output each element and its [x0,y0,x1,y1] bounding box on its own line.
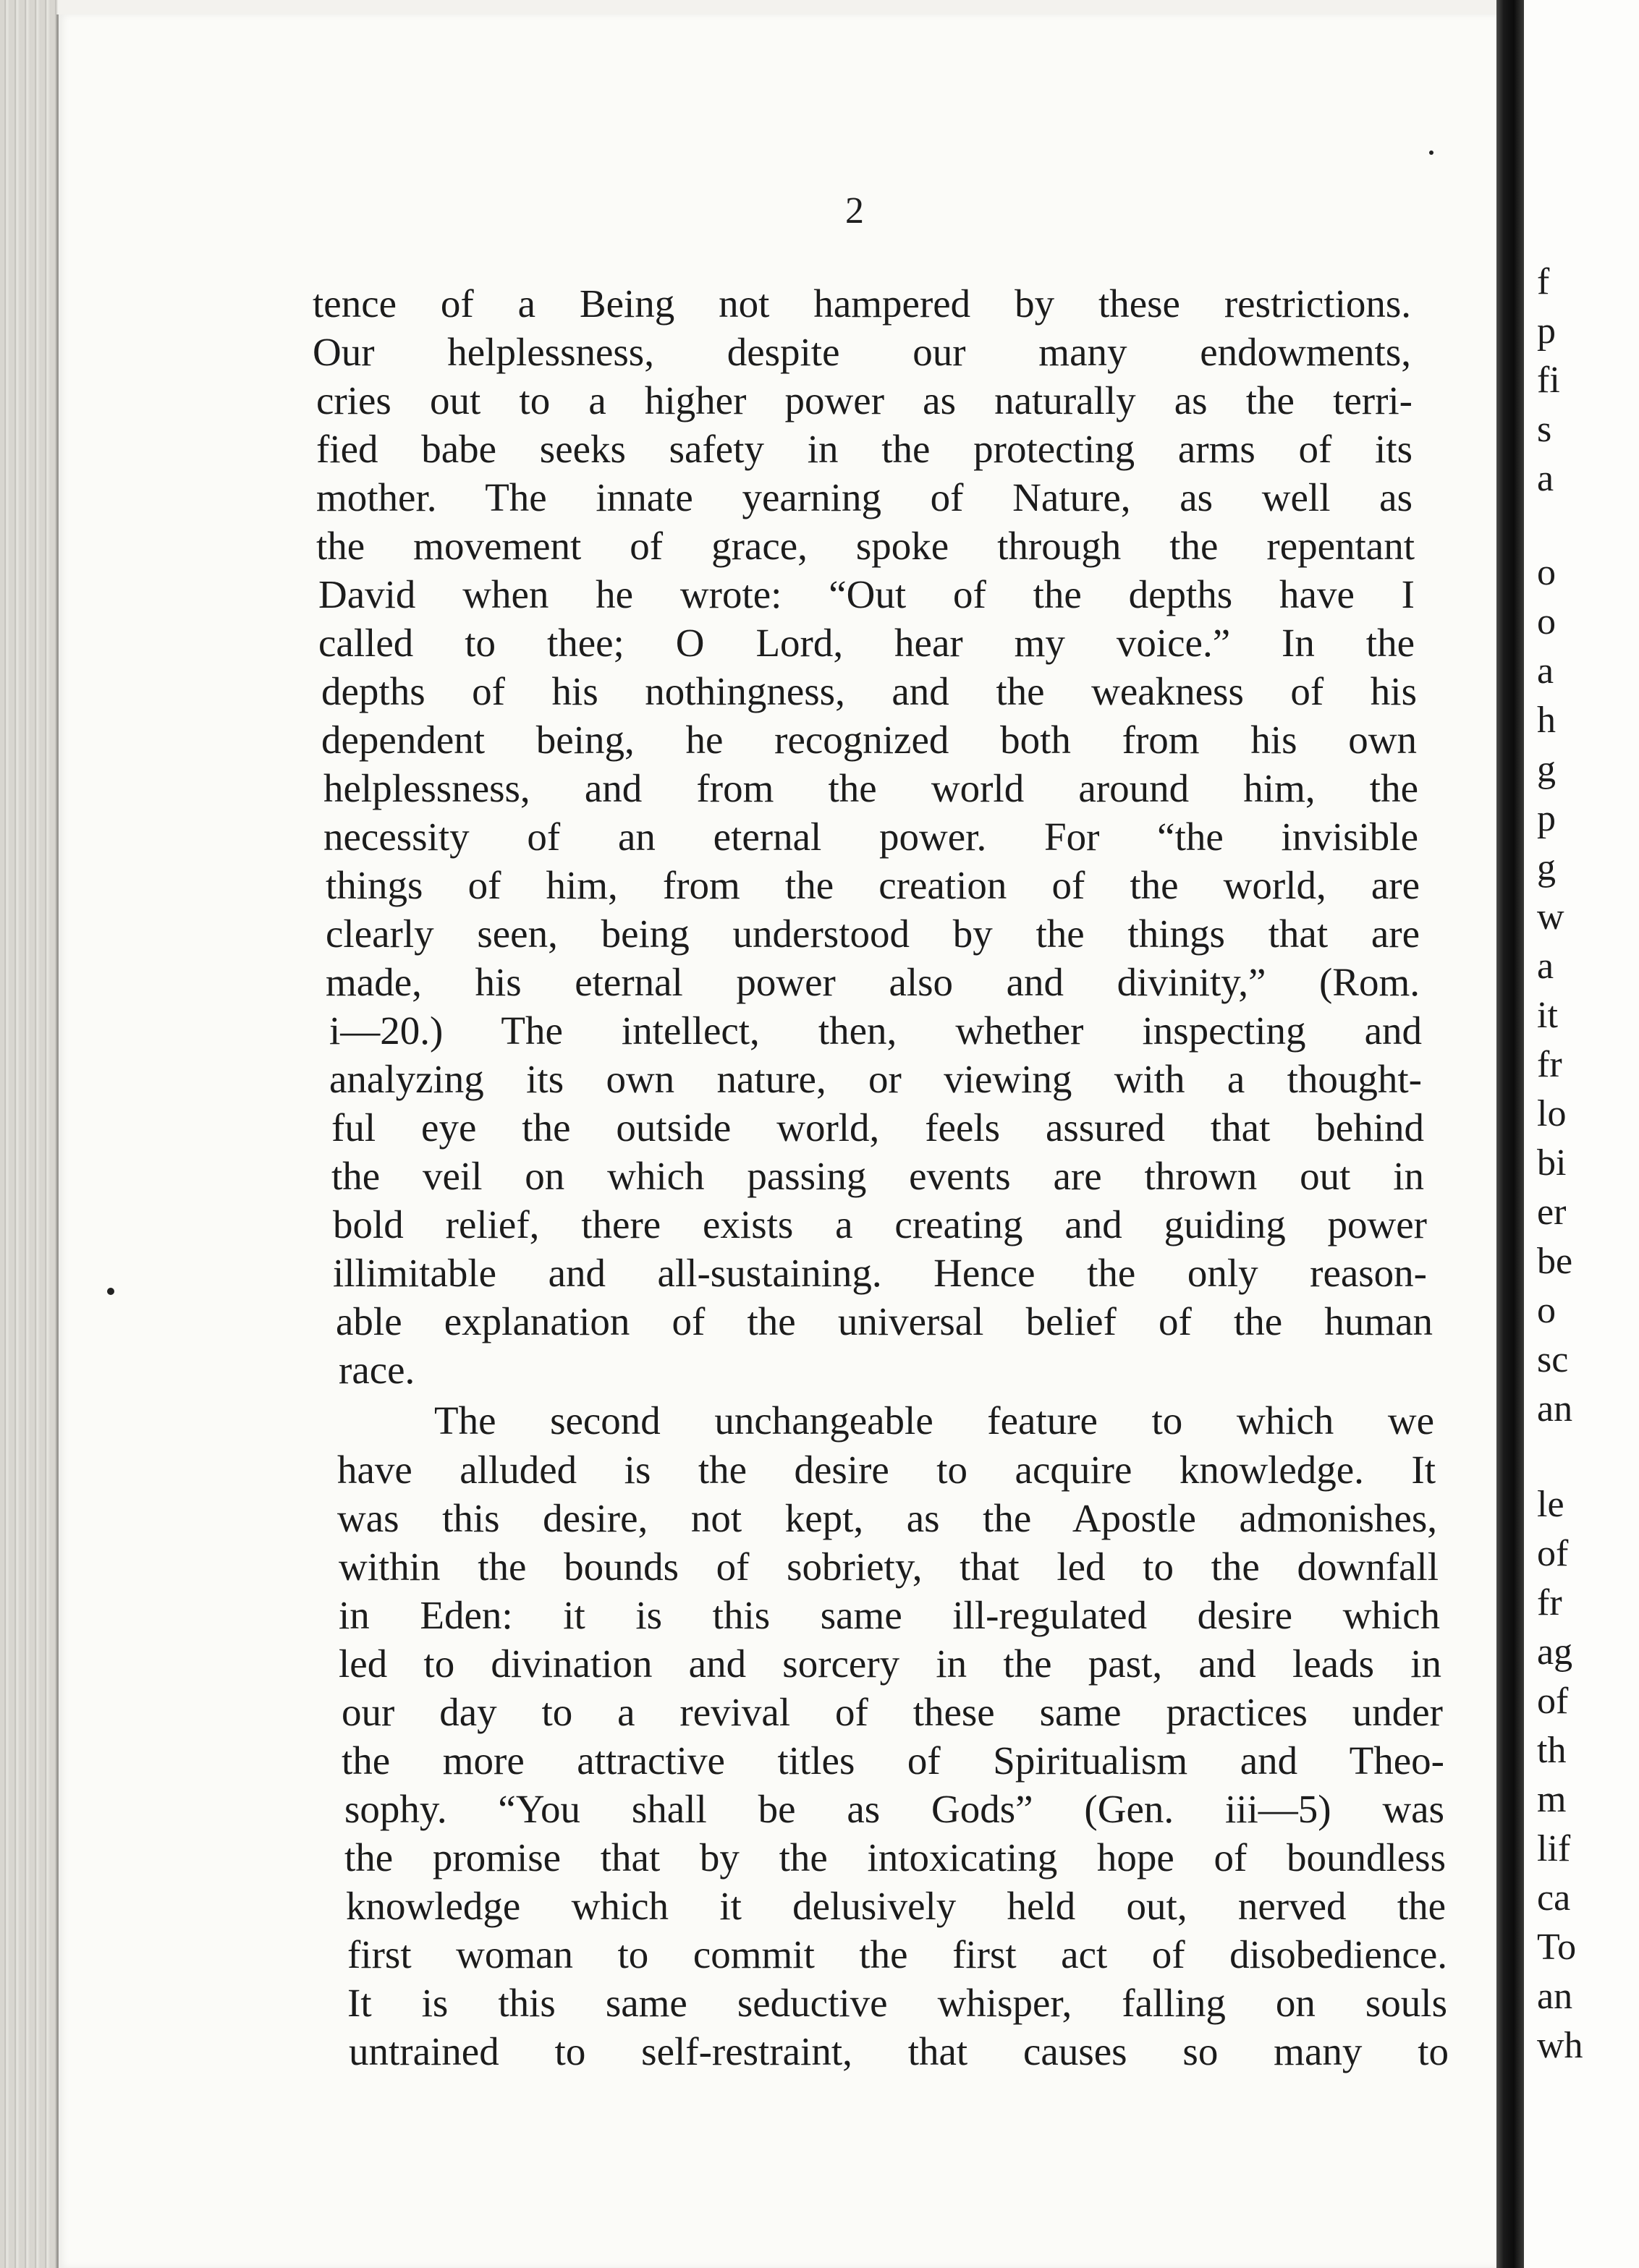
text-line [0,1592,1639,1639]
text-line-content: the veil on which passing events are thrown out in [331,1154,1424,1198]
facing-page-fragment: ag [1537,1631,1573,1673]
text-line-content: in Eden: it is this same ill-regulated desire which [339,1593,1440,1637]
text-line [0,1056,1639,1103]
text-line-content: The second unchangeable feature to which we [434,1398,1434,1443]
text-line [0,1544,1639,1590]
facing-page-fragment: le [1537,1484,1564,1525]
text-line-content: the movement of grace, spoke through the repentant [316,524,1415,568]
text-line-content: David when he wrote: “Out of the depths have I [318,572,1415,616]
text-line-content: was this desire, not kept, as the Apostle admonishes, [337,1496,1437,1540]
facing-page-fragment: wh [1537,2025,1583,2066]
facing-page-fragment: w [1537,896,1564,938]
facing-page-fragment: s [1537,409,1552,450]
text-line-content: clearly seen, being understood by the things that are [326,912,1420,956]
facing-page-fragment: f [1537,261,1550,302]
facing-page-fragment: m [1537,1779,1567,1820]
text-line-content: sophy. “You shall be as Gods” (Gen. iii—5) was [344,1787,1444,1831]
text-line-content: have alluded is the desire to acquire knowledge. It [337,1448,1436,1492]
facing-page-fragment: p [1537,798,1556,839]
facing-page-fragment: of [1537,1681,1569,1722]
text-line-content: our day to a revival of these same practices under [342,1690,1443,1734]
text-line-content: helplessness, and from the world around him, the [323,766,1418,810]
text-line-content: dependent being, he recognized both from his own [321,718,1417,762]
text-line-content: knowledge which it delusively held out, nerved the [346,1884,1446,1928]
facing-page-fragment: o [1537,552,1556,593]
text-line-content: illimitable and all-sustaining. Hence the only reason- [333,1251,1427,1295]
text-line-content: things of him, from the creation of the world, are [326,863,1420,907]
facing-page-fragment: h [1537,700,1556,741]
text-line [0,426,1639,472]
facing-page-fragment: lif [1537,1828,1571,1869]
text-line [0,2029,1639,2075]
facing-page-fragment: lo [1537,1093,1567,1134]
text-line [0,1932,1639,1978]
facing-page-fragment: fr [1537,1582,1562,1623]
facing-page-fragment: o [1537,1290,1556,1331]
text-line-content: the promise that by the intoxicating hope of boundless [344,1835,1446,1880]
text-line [0,620,1639,666]
text-line [0,959,1639,1006]
text-line [0,862,1639,909]
facing-page-fragment: fi [1537,360,1560,401]
text-line [0,1447,1639,1493]
ink-speck [1429,150,1433,155]
text-line [0,668,1639,715]
text-line-content: analyzing its own nature, or viewing with a thought- [329,1057,1422,1101]
text-line [0,717,1639,763]
facing-page-fragment: of [1537,1533,1569,1574]
text-line [0,1250,1639,1296]
text-line [0,911,1639,957]
text-line-content: led to divination and sorcery in the past, and leads in [339,1641,1441,1686]
text-line [0,281,1639,327]
text-line [0,378,1639,424]
text-line-content: within the bounds of sobriety, that led to the downfall [339,1545,1439,1589]
text-line [0,1641,1639,1687]
text-line [0,523,1639,569]
text-line-content: It is this same seductive whisper, falling on souls [347,1981,1447,2025]
page-number: 2 [845,190,864,232]
text-line-content: fied babe seeks safety in the protecting arms of its [316,427,1413,471]
facing-page-fragment: a [1537,946,1554,987]
text-line-content: race. [339,1348,415,1392]
facing-page-fragment: th [1537,1730,1567,1771]
text-line-content: made, his eternal power also and divinity,” (Rom. [326,960,1420,1004]
facing-page-fragment: fr [1537,1044,1562,1085]
text-line [0,1835,1639,1881]
text-line [0,1008,1639,1054]
text-line [0,329,1639,375]
facing-page-fragment: an [1537,1388,1573,1430]
text-line-content: i—20.) The intellect, then, whether inspecting and [329,1008,1422,1053]
text-line [0,1153,1639,1199]
text-line [0,475,1639,521]
text-line-content: first woman to commit the first act of disobedience. [347,1932,1447,1976]
facing-page-fragment: sc [1537,1339,1569,1380]
facing-page-fragment: p [1537,310,1556,352]
text-line [0,1495,1639,1542]
text-line-content: able explanation of the universal belief of the human [336,1299,1433,1343]
text-line [0,1738,1639,1784]
facing-page-fragment: g [1537,749,1556,790]
text-line [0,814,1639,860]
facing-page-fragment: a [1537,650,1554,692]
facing-page-fragment: er [1537,1192,1567,1233]
text-line [0,1347,1639,1393]
text-line [0,1202,1639,1248]
facing-page-fragment: a [1537,458,1554,499]
text-line [0,1786,1639,1832]
text-line-content: necessity of an eternal power. For “the invisible [323,815,1418,859]
text-line [0,1299,1639,1345]
text-line-content: cries out to a higher power as naturally as the terri- [316,378,1413,422]
text-line-content: the more attractive titles of Spiritualism and Theo- [342,1738,1444,1783]
text-line-content: called to thee; O Lord, hear my voice.” In the [318,621,1415,665]
text-line [0,1105,1639,1151]
facing-page-fragment: o [1537,601,1556,642]
text-line-content: tence of a Being not hampered by these restrictions. [313,281,1411,326]
text-line-content: mother. The innate yearning of Nature, as well as [316,475,1413,519]
facing-page-fragment: g [1537,847,1556,888]
text-line-content: ful eye the outside world, feels assured that behind [331,1105,1424,1150]
facing-page-fragment: ca [1537,1877,1571,1919]
text-line-content: depths of his nothingness, and the weakness of his [321,669,1417,713]
facing-page-fragment: To [1537,1927,1577,1968]
text-line-content: untrained to self-restraint, that causes so many to [349,2029,1449,2073]
text-line [0,1398,1639,1444]
facing-page-fragment: be [1537,1241,1573,1282]
text-line [0,1883,1639,1929]
text-line [0,765,1639,812]
facing-page-fragment: bi [1537,1142,1567,1184]
text-line-content: Our helplessness, despite our many endowments, [313,330,1411,374]
text-line [0,1980,1639,2026]
text-line-content: bold relief, there exists a creating and guiding power [333,1202,1427,1246]
facing-page-fragment: an [1537,1976,1573,2017]
text-line [0,1689,1639,1736]
facing-page-fragment: it [1537,995,1558,1036]
text-line [0,572,1639,618]
